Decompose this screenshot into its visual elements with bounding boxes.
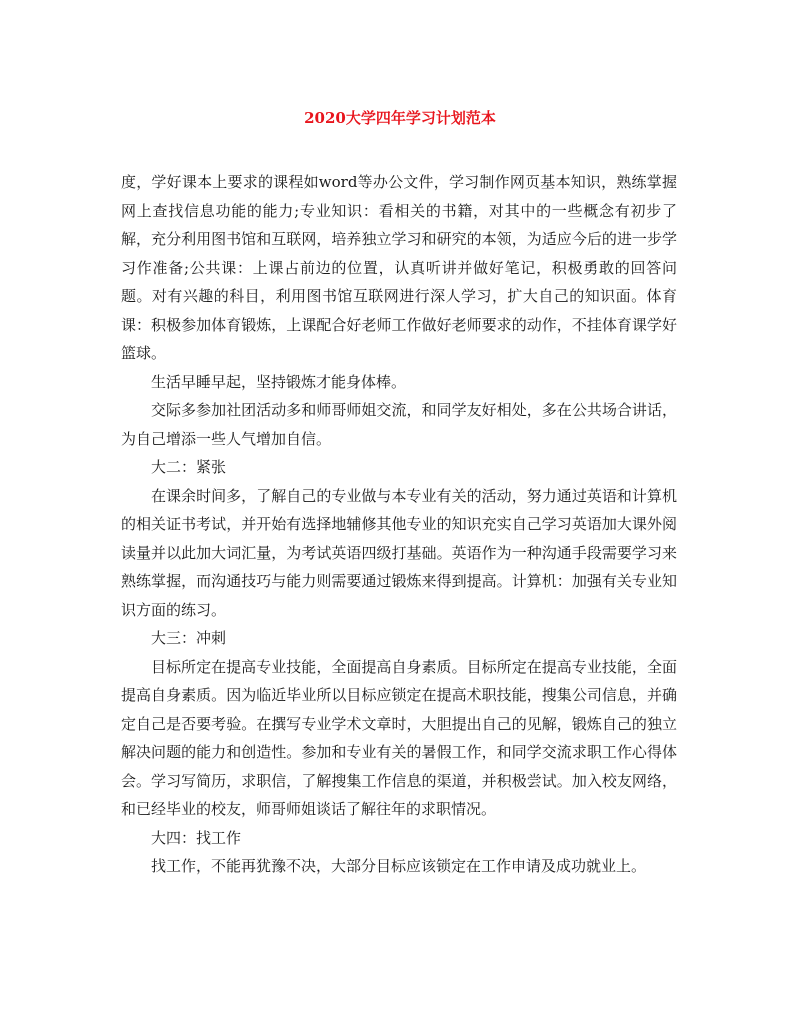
document-title: 2020大学四年学习计划范本 [304,109,496,127]
paragraph-year-two: 在课余时间多，了解自己的专业做与本专业有关的活动，努力通过英语和计算机的相关证书考试，并开始有选择地辅修其他专业的知识充实自己学习英语加大课外阅读量并以此加大词汇量，为考试英语四级打基础。英语作为一种沟通手段需要学习来熟练掌握，而沟通技巧与能力则需要通过锻炼来得到提高。计算机：加强有关专业知识方面的练习。 [121,486,677,619]
document-body [121,168,677,881]
paragraph-year-three: 目标所定在提高专业技能，全面提高自身素质。目标所定在提高专业技能，全面提高自身素质。因为临近毕业所以目标应锁定在提高术职技能，搜集公司信息，并确定自己是否要考验。在撰写专业学术文章时，大胆提出自己的见解，锻炼自己的独立解决问题的能力和创造性。参加和专业有关的暑假工作，和同学交流求职工作心得体会。学习写简历，求职信，了解搜集工作信息的渠道，并积极尝试。加入校友网络，和已经毕业的校友，师哥师姐谈话了解往年的求职情况。 [121,657,677,818]
section-heading-year-four: 大四：找工作 [151,828,242,847]
paragraph-intro-continuation: 度，学好课本上要求的课程如word等办公文件，学习制作网页基本知识，熟练掌握网上查找信息功能的能力;专业知识：看相关的书籍，对其中的一些概念有初步了解，充分利用图书馆和互联网，培养独立学习和研究的本领，为适应今后的进一步学习作准备;公共课：上课占前边的位置，认真听讲并做好笔记，积极勇敢的回答问题。对有兴趣的科目，利用图书馆互联网进行深人学习，扩大自己的知识面。体育课：积极参加体育锻炼，上课配合好老师工作做好老师要求的动作，不挂体育课学好篮球。 [121,173,677,362]
section-heading-year-two: 大二：紧张 [151,458,227,476]
section-heading-year-three: 大三：冲刺 [151,629,227,647]
paragraph-year-four: 找工作，不能再犹豫不决，大部分目标应该锁定在工作申请及成功就业上。 [151,857,647,875]
paragraph-life: 生活早睡早起，坚持锻炼才能身体棒。 [151,372,407,391]
paragraph-social: 交际多参加社团活动多和师哥师姐交流，和同学友好相处，多在公共场合讲话，为自己增添一些人气增加自信。 [121,401,677,448]
